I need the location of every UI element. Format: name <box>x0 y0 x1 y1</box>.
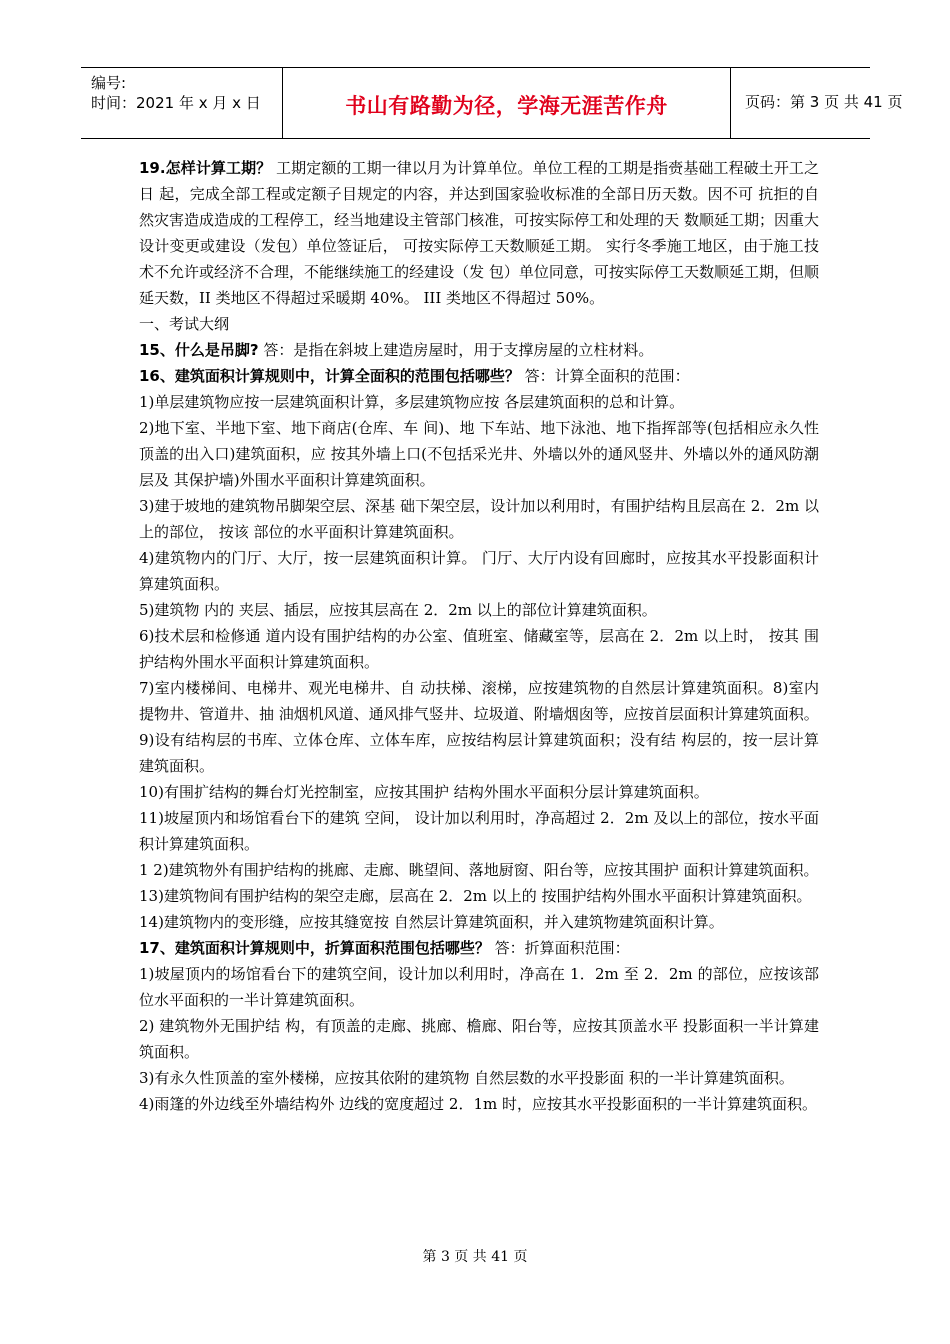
question-15-answer: 答：是指在斜坡上建造房屋时，用于支撑房屋的立柱材料。 <box>258 341 654 359</box>
question-19 <box>139 155 819 311</box>
question-15-title: 15、什么是吊脚? <box>139 341 259 359</box>
header-page-info: 页码：第 3 页 共 41 页 <box>745 93 903 111</box>
q16-item: 14)建筑物内的变形缝，应按其缝宽按 自然层计算建筑面积，并入建筑物建筑面积计算。 <box>139 913 724 931</box>
question-17 <box>139 935 819 961</box>
question-19-title: 19.怎样计算工期？ <box>139 159 272 177</box>
q16-item: 6)技术层和检修通 道内设有围护结构的办公室、值班室、储藏室等，层高在 2．2m 以上时， 按其 围护结构外围水平面积计算建筑面积。 <box>139 627 819 671</box>
question-16 <box>139 363 819 389</box>
question-16-title: 16、建筑面积计算规则中，计算全面积的范围包括哪些？ <box>139 367 520 385</box>
q16-item: 1)单层建筑物应按一层建筑面积计算，多层建筑物应按 各层建筑面积的总和计算。 <box>139 393 685 411</box>
q16-item: 3)建于坡地的建筑物吊脚架空层、深基 础下架空层，设计加以利用时，有围护结构且层高在 2．2m 以上的部位， 按该 部位的水平面积计算建筑面积。 <box>139 497 819 541</box>
question-16-answer: 答：计算全面积的范围： <box>519 367 690 385</box>
header-motto-cell <box>283 68 731 138</box>
q16-item: 10)有围扩结构的舞台灯光控制室，应按其围护 结构外围水平面积分层计算建筑面积。 <box>139 783 709 801</box>
q16-item: 11)坡屋顶内和场馆看台下的建筑 空间， 设计加以利用时，净高超过 2．2m 及以上的部位，按水平面积计算建筑面积。 <box>139 809 819 853</box>
document-body <box>139 155 819 1117</box>
q16-item: 7)室内楼梯间、电梯井、观光电梯井、自 动扶梯、滚梯，应按建筑物的自然层计算建筑面积。8)室内提物井、管道井、抽 油烟机风道、通风排气竖井、垃圾道、附墙烟囱等，应按首层面积计算建筑面积。 <box>139 679 819 723</box>
q16-item: 4)建筑物内的门厅、大厅，按一层建筑面积计算。 门厅、大厅内设有回廊时，应按其水平投影面积计算建筑面积。 <box>139 549 819 593</box>
page-footer: 第 3 页 共 41 页 <box>422 1249 528 1265</box>
document-number-label: 编号: <box>91 74 127 92</box>
q17-item: 2) 建筑物外无围护结 构，有顶盖的走廊、挑廊、檐廊、阳台等，应按其顶盖水平 投影面积一半计算建筑面积。 <box>139 1017 819 1061</box>
question-17-title: 17、建筑面积计算规则中，折算面积范围包括哪些？ <box>139 939 490 957</box>
q16-item: 13)建筑物间有围护结构的架空走廊，层高在 2．2m 以上的 按围护结构外围水平面积计算建筑面积。 <box>139 887 812 905</box>
q17-item: 3)有永久性顶盖的室外楼梯，应按其依附的建筑物 自然层数的水平投影面 积的一半计算建筑面积。 <box>139 1069 794 1087</box>
document-date: 时间：2021 年 x 月 x 日 <box>91 94 261 112</box>
header-meta-cell <box>81 68 283 138</box>
q17-item: 1)坡屋顶内的场馆看台下的建筑空间，设计加以利用时，净高在 1．2m 至 2．2m 的部位，应按该部位水平面积的一半计算建筑面积。 <box>139 965 819 1009</box>
question-15 <box>139 337 819 363</box>
section-outline-heading: 一、考试大纲 <box>139 315 230 333</box>
q16-item: 9)设有结构层的书库、立体仓库、立体车库，应按结构层计算建筑面积；没有结 构层的，按一层计算建筑面积。 <box>139 731 819 775</box>
question-17-answer: 答：折算面积范围： <box>489 939 630 957</box>
q16-item: 5)建筑物 内的 夹层、插层，应按其层高在 2．2m 以上的部位计算建筑面积。 <box>139 601 657 619</box>
header-motto: 书山有路勤为径，学海无涯苦作舟 <box>345 94 668 118</box>
page-header <box>81 67 903 139</box>
q16-item: 2)地下室、半地下室、地下商店(仓库、车 间)、地 下车站、地下泳池、地下指挥部等(包括相应永久性顶盖的出入口)建筑面积，应 按其外墙上口(不包括采光井、外墙以外的通风竖井、外墙以外的通风防潮层及 其保护墙)外围水平面积计算建筑面积。 <box>139 419 819 489</box>
q17-item: 4)雨篷的外边线至外墙结构外 边线的宽度超过 2．1m 时，应按其水平投影面积的一半计算建筑面积。 <box>139 1095 818 1113</box>
question-19-answer: 工期定额的工期一律以月为计算单位。单位工程的工期是指赍基础工程破土开工之日 起，完成全部工程或定额子目规定的内容，并达到国家验收标准的全部日历天数。因不可 抗拒的自然灾害造成造成的工程停工，经当地建设主管部门核准，可按实际停工和处理的天 数顺延工期；因重大设计变更或建设（发包）单位签证后， 可按实际停工天数顺延工期。 实行冬季施工地区，由于施工技术不允许或经济不合理，不能继续施工的经建设（发 包）单位同意，可按实际停工天数顺延工期，但顺延天数，II 类地区不得超过采暖期 40%。 III 类地区不得超过 50%。 <box>139 159 820 307</box>
header-page-cell <box>731 68 903 138</box>
q16-item: 1 2)建筑物外有围护结构的挑廊、走廊、眺望间、落地厨窗、阳台等，应按其围护 面积计算建筑面积。 <box>139 861 819 879</box>
